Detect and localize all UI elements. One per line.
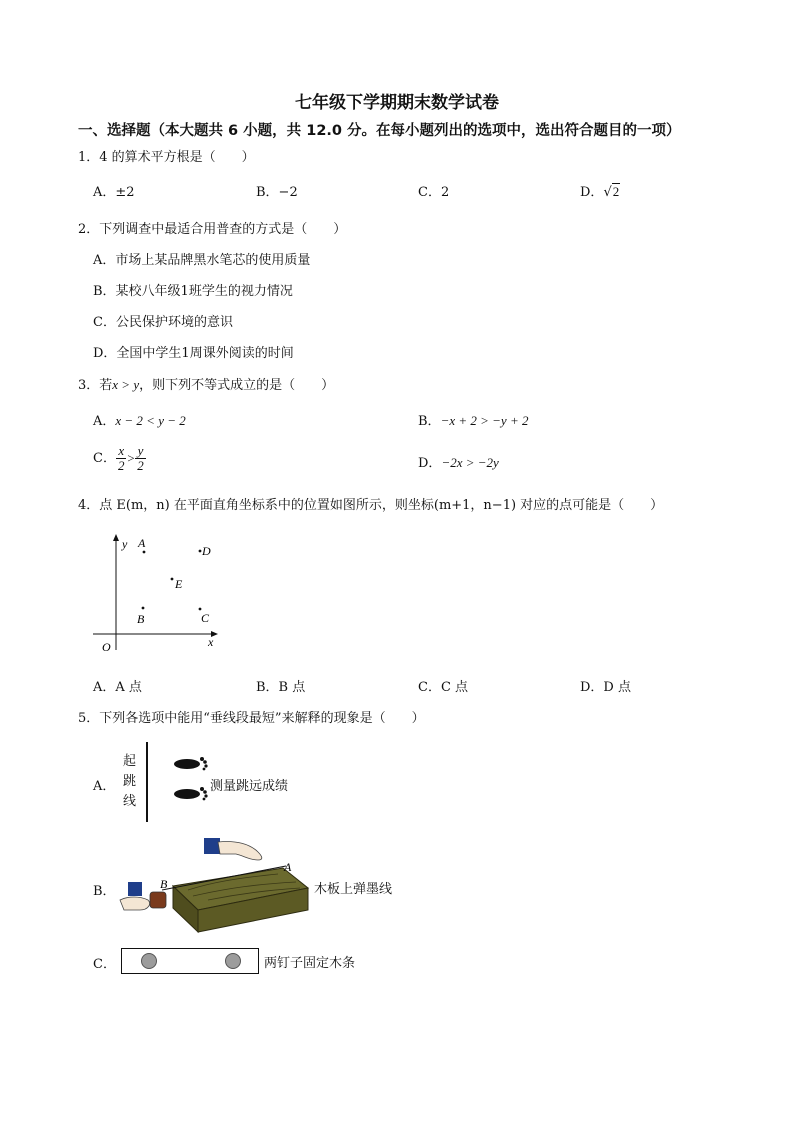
- q5-a-caption: 测量跳远成绩: [210, 779, 289, 794]
- hand-top: [218, 841, 262, 860]
- point-c-label: C: [201, 611, 210, 625]
- q2-option-c[interactable]: C．公民保护环境的意识: [93, 315, 233, 330]
- q3-c-gt: >: [126, 450, 136, 466]
- question-1-stem: 1．4 的算术平方根是（ ）: [78, 150, 255, 165]
- start-line-char-2: 跳: [123, 774, 137, 789]
- footprint-top: [174, 757, 208, 770]
- q3-b-math: −x + 2 > −y + 2: [440, 413, 529, 428]
- start-line-label: [123, 752, 141, 812]
- start-line-char-1: 起: [123, 754, 137, 769]
- footprint-bottom: [174, 787, 208, 800]
- nail-right-icon: [225, 953, 241, 969]
- q3-d-label: D．: [418, 456, 442, 471]
- start-line-char-3: 线: [123, 794, 137, 809]
- q4-option-b[interactable]: B．B 点: [256, 680, 306, 695]
- q3-a-label: A．: [93, 414, 116, 429]
- point-b-marker: B: [160, 877, 168, 891]
- point-d-label: D: [202, 544, 211, 558]
- q3-a-math: x − 2 < y − 2: [115, 413, 186, 428]
- q3-c-den2: 2: [137, 458, 144, 473]
- point-c: [199, 608, 202, 611]
- ink-box: [150, 892, 166, 908]
- coordinate-graph: [88, 530, 228, 660]
- point-e: [171, 578, 174, 581]
- chalk-line-board-illustration: [118, 838, 318, 938]
- q2-option-d[interactable]: D．全国中学生1周课外阅读的时间: [93, 346, 294, 361]
- page-title: 七年级下学期期末数学试卷: [295, 93, 499, 113]
- q4-option-a[interactable]: A．A 点: [93, 680, 142, 695]
- q3-c-label: C．: [93, 451, 116, 466]
- question-3-stem: [78, 374, 334, 393]
- sleeve-top: [204, 838, 220, 854]
- q1-option-c[interactable]: C．2: [418, 185, 450, 200]
- q3-c-frac-1: [116, 444, 127, 473]
- sleeve-left: [128, 882, 142, 896]
- point-d: [199, 550, 202, 553]
- point-b-label: B: [137, 612, 145, 626]
- q1-d-radicand: 2: [612, 184, 620, 199]
- q3-stem-math: x > y: [112, 377, 140, 392]
- q3-b-label: B．: [418, 414, 441, 429]
- q4-option-d[interactable]: D．D 点: [580, 680, 631, 695]
- footprints-icon: [172, 754, 212, 806]
- point-a: [143, 551, 146, 554]
- q1-option-a[interactable]: A．±2: [93, 185, 135, 200]
- q3-stem-suffix: ，则下列不等式成立的是（ ）: [139, 378, 335, 393]
- q3-d-math: −2x > −2y: [441, 455, 499, 470]
- q5-option-c[interactable]: C．: [93, 957, 116, 972]
- q1-option-d-label: D．: [580, 185, 604, 200]
- y-axis-label: y: [122, 537, 128, 551]
- q5-option-b[interactable]: B．: [93, 884, 116, 899]
- q4-option-c[interactable]: C．C 点: [418, 680, 469, 695]
- question-4-stem: 4．点 E(m，n) 在平面直角坐标系中的位置如图所示，则坐标(m+1，n−1) 对应的点可能是（ ）: [78, 498, 664, 513]
- q5-b-caption: 木板上弹墨线: [314, 882, 393, 897]
- point-a-label: A: [138, 536, 146, 550]
- q2-option-b[interactable]: B．某校八年级1班学生的视力情况: [93, 284, 293, 299]
- q1-option-b[interactable]: B．−2: [256, 185, 298, 200]
- origin-label: O: [102, 640, 111, 654]
- q3-option-d[interactable]: [418, 452, 499, 471]
- start-line: [146, 742, 148, 822]
- point-e-label: E: [175, 577, 183, 591]
- q2-option-a[interactable]: A．市场上某品牌黑水笔芯的使用质量: [93, 253, 311, 268]
- question-5-stem: 5．下列各选项中能用“垂线段最短”来解释的现象是（ ）: [78, 711, 425, 726]
- hand-left: [120, 897, 150, 910]
- q3-c-den1: 2: [117, 458, 125, 473]
- q3-c-num1: x: [116, 444, 127, 459]
- q3-c-num2: y: [135, 444, 146, 459]
- point-b: [142, 607, 145, 610]
- q1-option-d[interactable]: [580, 181, 620, 200]
- q3-c-frac-2: [135, 444, 146, 473]
- question-2-stem: 2．下列调查中最适合用普查的方式是（ ）: [78, 222, 347, 237]
- y-axis-arrow: [113, 534, 119, 541]
- q5-option-a[interactable]: A．: [93, 779, 116, 794]
- q3-option-b[interactable]: [418, 410, 528, 429]
- q3-stem-prefix: 3．若: [78, 378, 113, 393]
- sqrt-symbol: √2: [603, 184, 620, 200]
- point-a-marker: A: [284, 860, 292, 874]
- nail-left-icon: [141, 953, 157, 969]
- q3-option-c[interactable]: [93, 444, 146, 473]
- x-axis-label: x: [208, 635, 214, 649]
- q3-option-a[interactable]: [93, 410, 186, 429]
- section-heading: 一、选择题（本大题共 6 小题，共 12.0 分。在每小题列出的选项中，选出符合题目的一项）: [78, 123, 681, 139]
- q5-c-caption: 两钉子固定木条: [264, 956, 356, 971]
